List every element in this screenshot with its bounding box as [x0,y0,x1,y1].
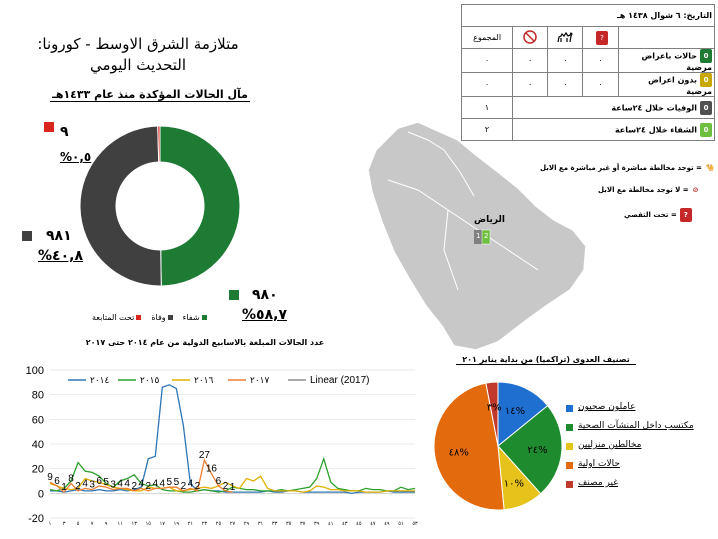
y-tick-label: 80 [31,389,44,402]
x-tick-label: ٢٩ [243,521,250,527]
city-badge-a: 1 [476,232,481,240]
no-camel-icon [513,27,548,49]
map-city-label: الرياض [474,215,505,225]
point-label-2017: 4 [159,478,166,490]
row-symptomatic-c3: ٠ [513,49,548,73]
row-asymptomatic-label: بدون اعراض مرضية [648,75,712,96]
x-tick-label: ٣٥ [285,521,292,527]
point-label-2017: 4 [124,478,130,490]
x-tick-label: ٢٣ [201,521,208,527]
y-tick-label: 60 [31,414,44,427]
y-tick-label: 100 [25,365,44,377]
pie-legend-swatch [566,424,573,431]
x-tick-label: ٩ [104,521,108,527]
row-symptomatic-label: حالات باعراض مرضية [641,51,712,72]
row-symptomatic-c2: ٠ [548,49,583,73]
legend-label-linear: Linear (2017) [310,375,370,386]
donut-title: مآل الحالات المؤكدة منذ عام ١٤٣٣هـ [50,88,250,102]
x-tick-label: ٤٧ [370,521,376,527]
x-tick-label: ٣٣ [271,521,278,527]
deaths-pct: ٤٠,٨% [38,248,83,264]
row-recovered-label: الشفاء خلال ٢٤ساعة [614,125,697,134]
city-badge-b: 2 [484,232,489,240]
followup-count: ٩ [60,124,69,140]
followup-pct: ٠,٥% [60,150,92,164]
x-tick-label: ٧ [90,521,94,527]
legend-label-3: ٢٠١٧ [250,376,270,386]
pie-legend-swatch [566,462,573,469]
total-header: المجموع [462,27,513,49]
title-line-1: متلازمة الشرق الاوسط - كورونا: [37,35,239,53]
row-deaths-label: الوفيات خلال ٢٤ساعة [611,103,697,112]
pie-legend-swatch [566,405,573,412]
pie-slice-label: ١٠% [503,478,525,490]
investigation-legend-icon: ? [680,208,692,222]
point-label-2017: 2 [131,480,138,492]
point-label-2017: 2 [145,480,152,492]
x-tick-label: ١٥ [145,521,151,527]
row-asymptomatic-c3: ٠ [513,73,548,97]
point-label-2017: 3 [89,479,95,491]
pie-legend-label: غير مصنف [578,478,618,488]
weekly-cases-line-chart [0,358,420,539]
donut-slice-0 [160,126,240,286]
pie-slice-label: ٤٨% [448,447,469,459]
pie-legend-label: حالات اولية [578,459,620,469]
x-tick-label: ١٣ [131,521,137,527]
point-label-2017: 4 [117,478,123,490]
pie-legend-label: عاملون صحيون [578,402,636,412]
line-chart-title: عدد الحالات المبلغة بالاسابيع الدولية من عام ٢٠١٤ حتى ٢٠١٧ [85,338,325,347]
title-line-2: التحديث اليومي [89,56,187,74]
point-label-2017: 4 [187,478,194,490]
row-asymptomatic-total: ٠ [462,73,513,97]
pie-slice-label: ١٤% [504,406,526,418]
x-tick-label: ٤٥ [356,521,362,527]
recovered-marker [229,290,239,300]
x-tick-label: ٥ [76,521,80,527]
legend-followup: تحت المتابعة [92,313,141,322]
point-label-2017: 4 [152,478,159,490]
x-tick-label: ٢٧ [229,521,236,527]
x-tick-label: ٥٣ [412,521,418,527]
point-label-2017: 5 [173,477,180,489]
recovered-count: ٩٨٠ [252,287,278,303]
deaths-marker [22,231,32,241]
legend-no-camel-contact: ⊘= لا توجد مخالطة مع الابل [598,186,699,194]
legend-camel-contact: 🐪= توجد مخالطة مباشرة أو غير مباشرة مع الابل [540,164,715,172]
legend-deaths: وفاة [151,313,172,322]
report-date: التاريخ: ٦ شوال ١٤٣٨ هـ [462,5,715,27]
point-label-2017: 1 [229,482,236,494]
x-tick-label: ٣١ [257,521,264,527]
pie-slice-label: ٢٤% [527,445,548,457]
x-tick-label: ٣٧ [300,521,306,527]
no-camel-legend-icon: ⊘ [692,186,699,194]
point-label-2017: 9 [47,472,53,484]
x-tick-label: ٤٩ [384,521,390,527]
point-label-2017: 5 [103,477,109,489]
row-symptomatic-c1: ٠ [583,49,618,73]
y-tick-label: -20 [28,513,44,525]
outcome-donut-chart [78,113,243,300]
row-deaths-total: ١ [462,97,513,119]
x-tick-label: ١١ [117,521,123,527]
y-tick-label: 40 [31,439,44,451]
infection-type-pie-chart [430,378,570,518]
y-tick-label: 0 [37,488,44,501]
deaths-count: ٩٨١ [46,228,72,244]
point-label-2017: 2 [75,480,81,492]
y-tick-label: 20 [31,463,44,476]
point-label-2017: 4 [82,478,88,490]
x-tick-label: ٥١ [398,521,404,527]
camel-icon [548,27,583,49]
row-asymptomatic-c2: ٠ [548,73,583,97]
point-label-2017: 6 [215,475,222,487]
legend-investigation: ?= تحت التقصي [624,208,692,222]
point-label-2017: 27 [198,450,210,462]
point-label-2017: 5 [166,477,173,489]
pie-chart-title: تصنيف العدوى (تراكميا) من بداية يناير ٢٠١ [456,355,636,365]
legend-label-0: ٢٠١٤ [90,376,110,386]
x-tick-label: ٢٥ [215,521,222,527]
legend-label-1: ٢٠١٥ [140,376,160,386]
point-label-2017: 2 [180,480,187,492]
point-label-2017: 1 [61,482,67,494]
legend-recovered: شفاء [183,313,207,322]
donut-slice-1 [80,126,161,286]
x-tick-label: ١٧ [159,521,165,527]
x-tick-label: ٣٩ [314,521,320,527]
pie-legend-swatch [566,443,573,450]
x-tick-label: ٢١ [187,521,194,527]
pie-legend-swatch [566,481,573,488]
page-title [18,34,258,76]
point-label-2017: 2 [194,480,201,492]
x-tick-label: ٤١ [328,521,334,527]
x-tick-label: ١٩ [173,521,180,527]
point-label-2017: 16 [205,463,218,475]
status-table: التاريخ: ٦ شوال ١٤٣٨ هـ ? المجموع 0حالات باعراض مرضية ٠ ٠ ٠ ٠ 0بدون اعراض مرضية ٠ ٠ ٠ ٠ 0الوفيات خلال ٢٤ساعة ١ 0الشفاء خلال ٢٤ساعة ٢ [461,4,715,141]
row-asymptomatic-c1: ٠ [583,73,618,97]
donut-legend [92,313,207,322]
point-label-2017: 6 [54,475,60,487]
camel-legend-icon: 🐪 [705,164,715,172]
recovered-pct: ٥٨,٧% [242,307,287,323]
point-label-2017: 3 [110,479,116,491]
point-label-2017: 6 [96,475,102,487]
point-label-2017: 2 [222,480,229,492]
pie-legend-label: مكتسب داخل المنشآت الصحية [578,421,694,431]
row-recovered-total: ٢ [462,119,513,141]
x-tick-label: ١ [48,521,52,527]
x-tick-label: ٣ [62,521,66,527]
point-label-2017: 4 [138,478,145,490]
pie-slice-label: ٣% [486,402,502,414]
pie-legend-label: مخالطين منزليين [578,440,642,450]
x-tick-label: ٤٣ [342,521,348,527]
followup-marker [44,122,54,132]
investigation-icon: ? [583,27,618,49]
point-label-2017: 8 [68,473,74,485]
legend-label-2: ٢٠١٦ [194,376,214,386]
row-symptomatic-total: ٠ [462,49,513,73]
